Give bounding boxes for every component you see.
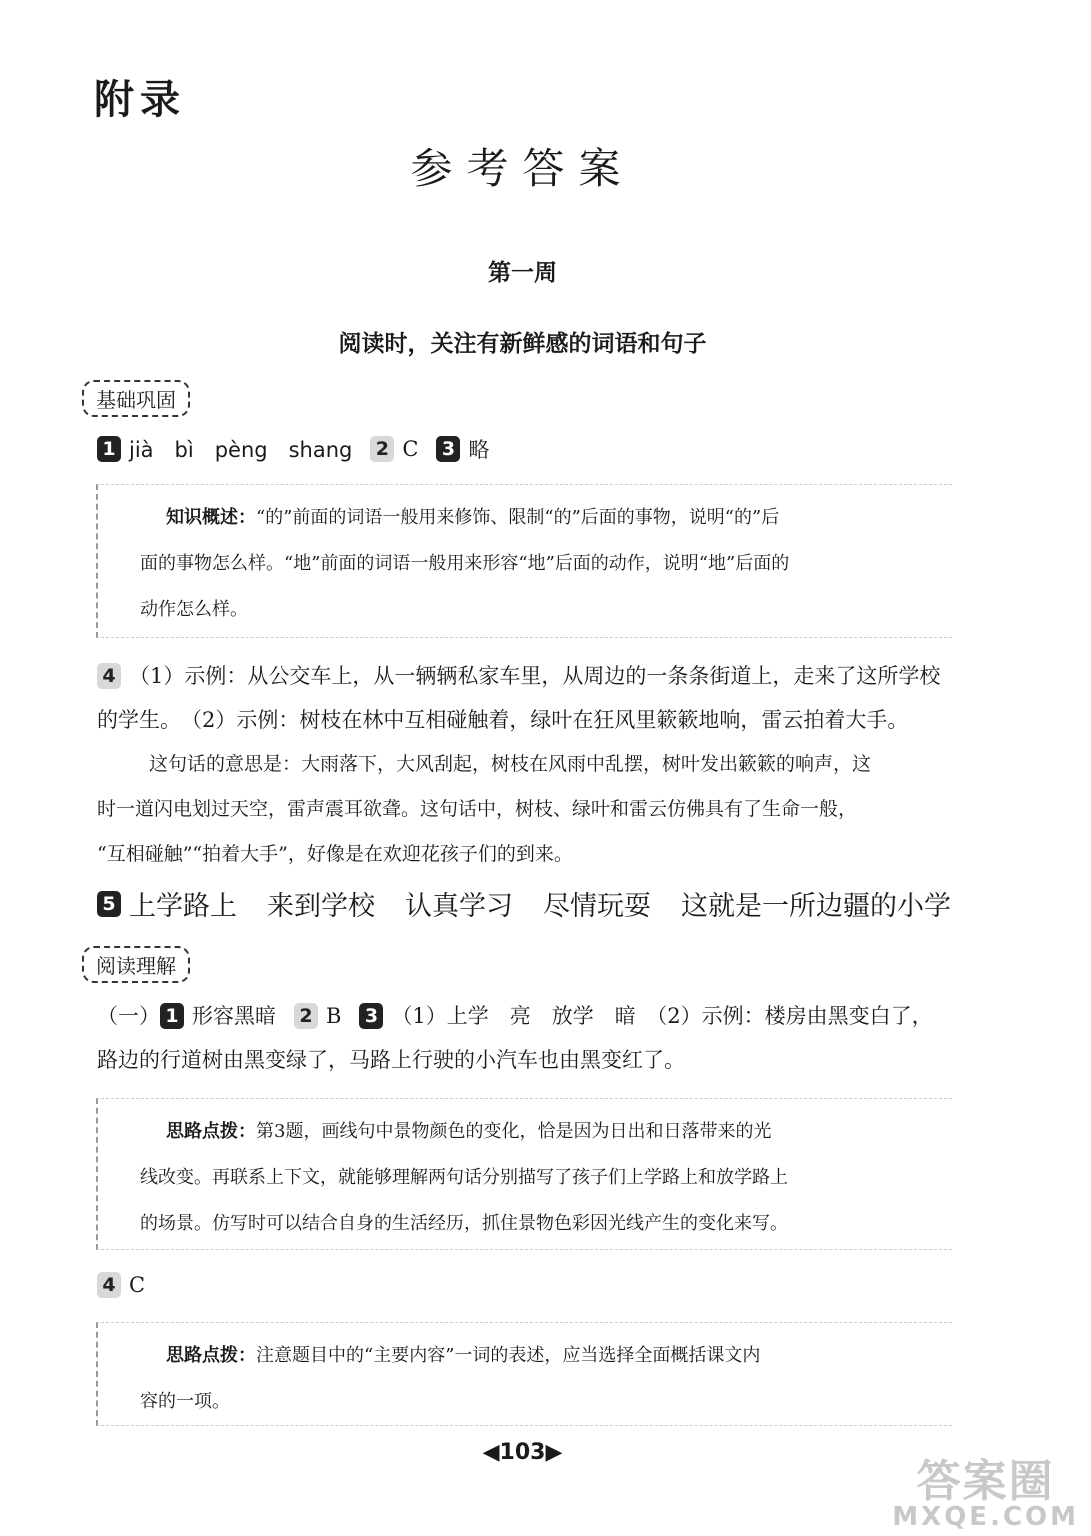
lesson-title: 阅读时，关注有新鲜感的词语和句子 [338, 331, 707, 357]
answer-text: 的学生。 （2）示例：树枝在林中互相碰触着，绿叶在狂风里簌簌地响，雷云拍着大手。 [97, 708, 909, 732]
answer-text: 路边的行道树由黑变绿了，马路上行驶的小汽车也由黑变红了。 [97, 1048, 685, 1072]
answer-row-1-3 [97, 434, 489, 464]
answer-4-explanation [97, 742, 967, 877]
question-number: 2 [370, 436, 394, 462]
answer-text: C [402, 437, 419, 461]
question-number: 3 [436, 436, 460, 462]
explanation-text: “互相碰触”“拍着大手”，好像是在欢迎花孩子们的到来。 [97, 843, 573, 865]
note-text: 线改变。再联系上下文，就能够理解两句话分别描写了孩子们上学路上和放学路上 [140, 1167, 788, 1188]
answer-item: 认真学习 [405, 891, 513, 922]
question-number: 1 [160, 1003, 184, 1029]
section-tag-basics: 基础巩固 [82, 380, 190, 417]
question-number: 3 [359, 1003, 383, 1029]
answer-text: C [129, 1273, 146, 1297]
note-text: “的”前面的词语一般用来修饰、限制“的”后面的事物，说明“的”后 [256, 507, 780, 528]
explanation-text: 这句话的意思是：大雨落下，大风刮起，树枝在风雨中乱摆，树叶发出簌簌的响声，这 [149, 753, 872, 775]
note-text: 第3题，画线句中景物颜色的变化，恰是因为日出和日落带来的光 [256, 1121, 772, 1142]
answer-item: 这就是一所边疆的小学 [681, 891, 951, 922]
question-number: 1 [97, 436, 121, 462]
hint-note-2 [96, 1322, 952, 1426]
note-label: 思路点拨： [166, 1121, 256, 1142]
watermark-bottom: MXQE.COM [892, 1502, 1079, 1532]
note-text: 面的事物怎么样。“地”前面的词语一般用来形容“地”后面的动作，说明“地”后面的 [140, 553, 790, 574]
reading-answers [97, 994, 967, 1082]
note-label: 思路点拨： [166, 1345, 256, 1366]
page-number: ◀103▶ [482, 1440, 563, 1465]
answer-text: 略 [468, 438, 490, 462]
question-number: 4 [97, 1272, 121, 1298]
answer-5 [97, 884, 951, 923]
answer-4 [97, 654, 967, 742]
question-number: 2 [294, 1003, 318, 1029]
question-number: 5 [97, 891, 121, 917]
note-text: 注意题目中的“主要内容”一词的表述，应当选择全面概括课文内 [256, 1345, 761, 1366]
note-text: 动作怎么样。 [140, 599, 248, 620]
page-title: 参考答案 [410, 144, 635, 193]
answer-text: 形容黑暗 [192, 1004, 276, 1028]
question-number: 4 [97, 663, 121, 689]
note-text: 容的一项。 [140, 1391, 230, 1412]
note-text: 的场景。仿写时可以结合自身的生活经历，抓住景物色彩因光线产生的变化来写。 [140, 1213, 788, 1234]
answer-text: （1）上学 亮 放学 暗 （2）示例：楼房由黑变白了， [391, 1004, 933, 1028]
passage-prefix: （一） [97, 1004, 160, 1028]
hint-note-1 [96, 1098, 952, 1250]
week-title: 第一周 [488, 260, 557, 286]
section-tag-reading: 阅读理解 [82, 946, 190, 983]
answer-item: 尽情玩耍 [543, 891, 651, 922]
explanation-text: 时一道闪电划过天空，雷声震耳欲聋。这句话中，树枝、绿叶和雷云仿佛具有了生命一般， [97, 798, 858, 820]
answer-text: B [326, 1004, 342, 1028]
answer-item: 来到学校 [267, 891, 375, 922]
answer-text: （1）示例：从公交车上，从一辆辆私家车里，从周边的一条条街道上，走来了这所学校 [129, 664, 941, 688]
answer-4-reading [97, 1272, 145, 1298]
answer-item: 上学路上 [129, 891, 237, 922]
watermark-logo [892, 1456, 1079, 1532]
watermark-top: 答案圈 [916, 1456, 1055, 1507]
appendix-title: 附录 [94, 77, 186, 123]
knowledge-note [96, 484, 952, 638]
answer-text: jià bì pèng shang [129, 438, 353, 462]
note-label: 知识概述： [166, 507, 256, 528]
